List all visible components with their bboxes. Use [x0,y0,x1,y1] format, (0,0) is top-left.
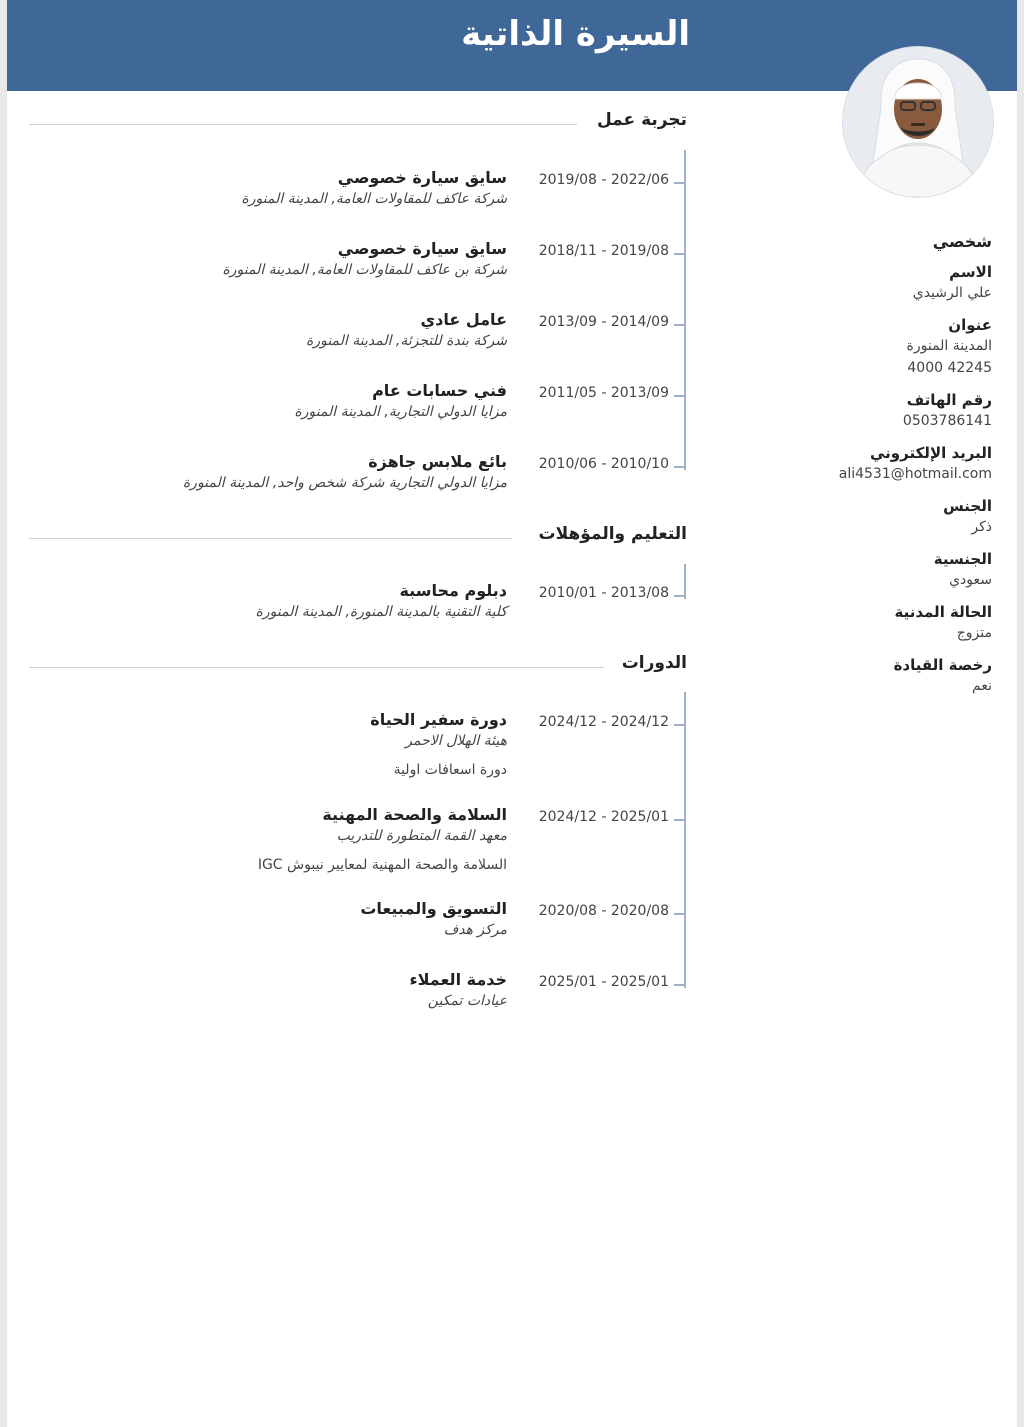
timeline-tick [674,913,686,915]
email-label: البريد الإلكتروني [870,444,992,462]
experience-entry [29,310,689,374]
entry-title: سايق سيارة خصوصي [337,239,507,258]
timeline-tick [674,182,686,184]
license-value: نعم [972,678,992,694]
entry-title: بائع ملابس جاهزة [368,452,507,471]
experience-entry [29,381,689,445]
entry-dates: 2024/12 - 2025/01 [538,809,669,825]
email-value: ali4531@hotmail.com [838,466,992,482]
entry-organization: شركة بن عاكف للمقاولات العامة, المدينة المنورة [222,262,507,278]
timeline-tick [674,395,686,397]
entry-organization: عيادات تمكين [427,993,507,1009]
entry-title: دبلوم محاسبة [399,581,507,600]
entry-dates: 2010/01 - 2013/08 [538,585,669,601]
entry-dates: 2019/08 - 2022/06 [538,172,669,188]
section-divider [29,538,512,539]
entry-dates: 2010/06 - 2010/10 [538,456,669,472]
entry-organization: شركة بندة للتجزئة, المدينة المنورة [306,333,507,349]
section-divider [29,124,577,125]
personal-sidebar [782,232,992,697]
experience-title: تجربة عمل [596,110,687,130]
entry-title: فني حسابات عام [372,381,507,400]
address-label: عنوان [948,316,992,334]
entry-organization: مركز هدف [443,922,507,938]
postal-value: 4000 42245 [907,360,992,376]
phone-value: 0503786141 [902,413,992,429]
entry-organization: مزايا الدولي التجارية شركة شخص واحد, المدينة المنورة [182,475,507,491]
entry-organization: شركة عاكف للمقاولات العامة, المدينة المنورة [241,191,507,207]
timeline-tick [674,324,686,326]
page-title: السيرة الذاتية [461,14,690,54]
entry-description: دورة اسعافات اولية [393,762,507,778]
courses-section-header [29,653,687,683]
entry-dates: 2011/05 - 2013/09 [538,385,669,401]
entry-title: سايق سيارة خصوصي [337,168,507,187]
courses-title: الدورات [621,653,687,673]
name-label: الاسم [949,263,992,281]
marital-value: متزوج [956,625,992,641]
entry-title: دورة سفير الحياة [370,710,507,729]
entry-title: السلامة والصحة المهنية [322,805,507,824]
entry-title: التسويق والمبيعات [360,899,507,918]
timeline-tick [674,819,686,821]
section-divider [29,667,604,668]
gender-value: ذكر [971,519,992,535]
timeline-tick [674,984,686,986]
entry-dates: 2020/08 - 2020/08 [538,903,669,919]
course-entry [29,970,689,1034]
experience-entry [29,239,689,303]
experience-entry [29,452,689,516]
entry-description: السلامة والصحة المهنية لمعايير نيبوش IGC [257,857,507,873]
entry-dates: 2024/12 - 2024/12 [538,714,669,730]
course-entry [29,805,689,889]
entry-organization: كلية التقنية بالمدينة المنورة, المدينة المنورة [255,604,507,620]
entry-title: خدمة العملاء [409,970,507,989]
timeline-tick [674,595,686,597]
education-section-header [29,524,687,554]
course-entry [29,899,689,963]
city-value: المدينة المنورة [906,338,992,354]
name-value: علي الرشيدي [912,285,992,301]
marital-label: الحالة المدنية [894,603,992,621]
education-title: التعليم والمؤهلات [538,524,687,544]
entry-dates: 2025/01 - 2025/01 [538,974,669,990]
experience-entry [29,168,689,232]
timeline-tick [674,253,686,255]
profile-photo [843,47,993,197]
education-entry [29,581,689,645]
phone-label: رقم الهاتف [906,391,992,409]
resume-page [7,0,1017,1427]
nationality-value: سعودي [949,572,992,588]
gender-label: الجنس [943,497,992,515]
nationality-label: الجنسية [933,550,992,568]
entry-title: عامل عادي [420,310,507,329]
timeline-tick [674,466,686,468]
license-label: رخصة القيادة [893,656,992,674]
entry-dates: 2013/09 - 2014/09 [538,314,669,330]
timeline-tick [674,724,686,726]
entry-dates: 2018/11 - 2019/08 [538,243,669,259]
course-entry [29,710,689,794]
personal-heading: شخصي [932,232,992,251]
experience-section-header [29,110,687,140]
entry-organization: معهد القمة المتطورة للتدريب [336,828,507,844]
entry-organization: مزايا الدولي التجارية, المدينة المنورة [294,404,507,420]
entry-organization: هيئة الهلال الاحمر [405,733,507,749]
